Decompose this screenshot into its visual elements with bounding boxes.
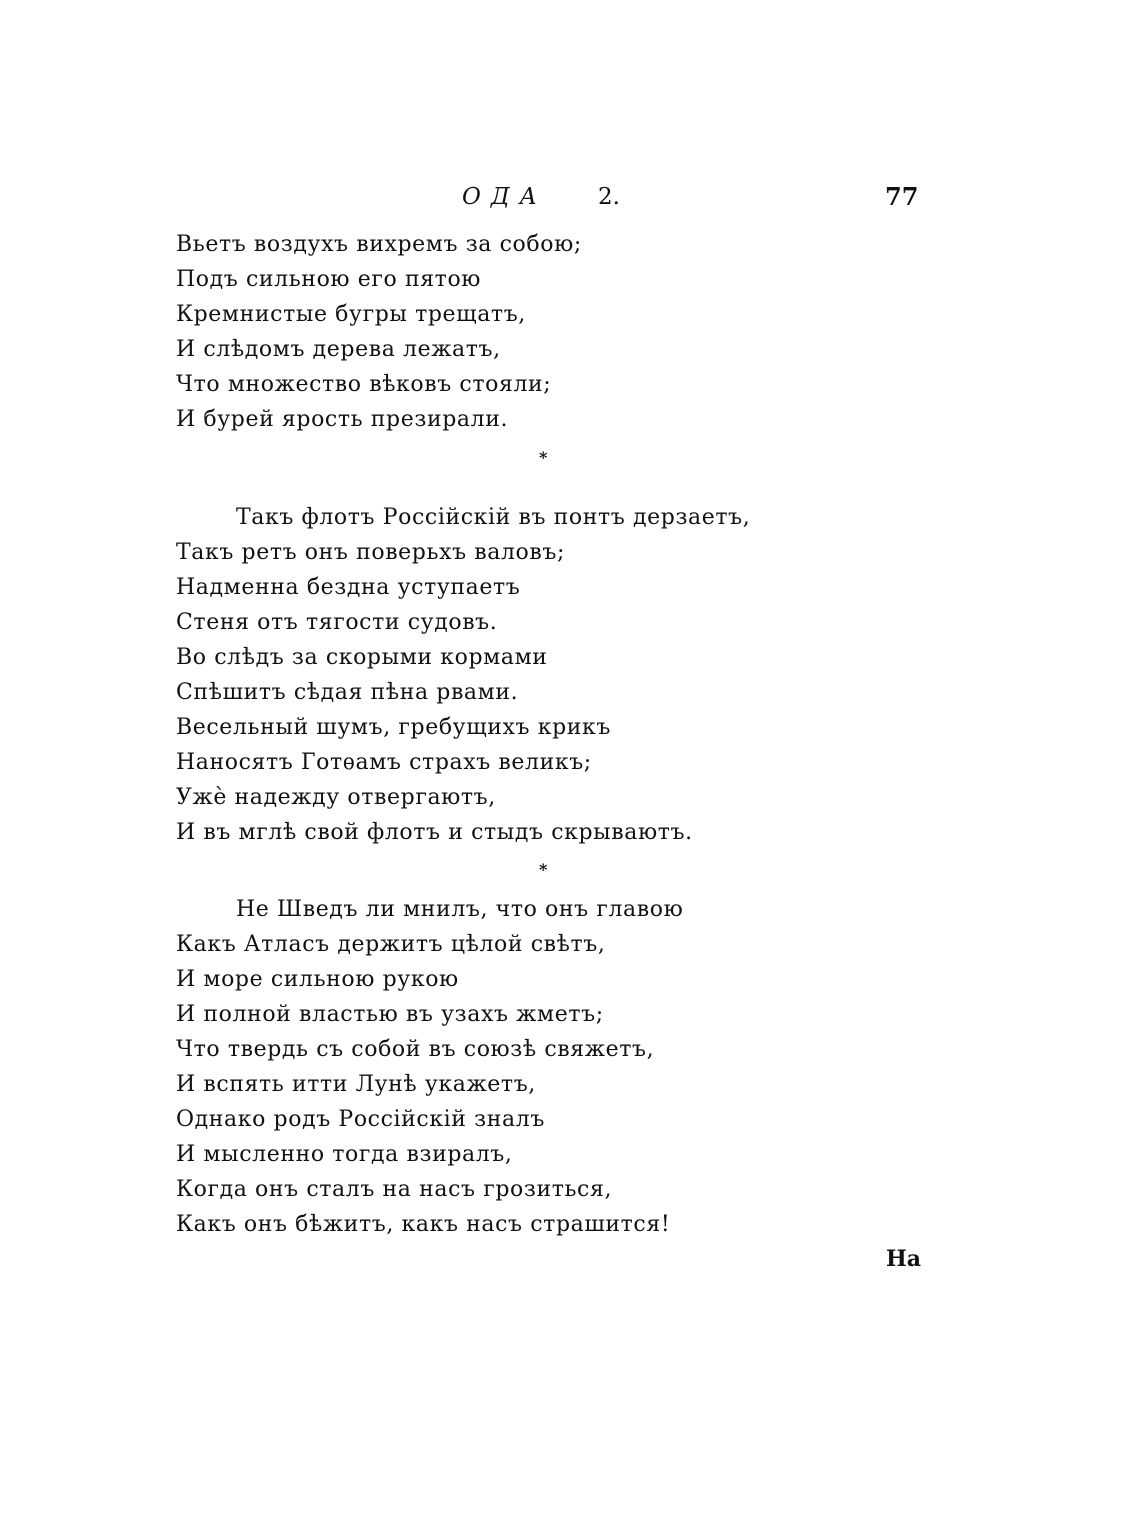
verse-line: Стеня отъ тягости судовъ. (176, 610, 498, 635)
verse-line: Весельный шумъ, гребущихъ крикъ (176, 715, 611, 740)
verse-line: Что множество вѣковъ стояли; (176, 372, 552, 397)
verse-line: Спѣшитъ сѣдая пѣна рвами. (176, 680, 519, 705)
verse-line: Наносятъ Готѳамъ страхъ великъ; (176, 750, 592, 775)
verse-line: Какъ онъ бѣжитъ, какъ насъ страшится! (176, 1212, 671, 1237)
verse-line: Вьетъ воздухъ вихремъ за собою; (176, 232, 582, 257)
verse-line: Ужè надежду отвергаютъ, (176, 785, 496, 810)
ode-title: ОДА (462, 184, 547, 210)
verse-line: Однако родъ Россійскій зналъ (176, 1107, 545, 1132)
stanza-separator: * (539, 448, 548, 467)
verse-line: И бурей ярость презирали. (176, 407, 509, 432)
verse-line: Какъ Атласъ держитъ цѣлой свѣтъ, (176, 932, 606, 957)
verse-line: И полной властью въ узахъ жметъ; (176, 1002, 604, 1027)
verse-line: Надменна бездна уступаетъ (176, 575, 521, 600)
ode-number: 2. (598, 184, 620, 210)
page-number: 77 (885, 182, 919, 211)
stanza-separator: * (539, 860, 548, 879)
verse-line: И море сильною рукою (176, 967, 459, 992)
verse-line: Когда онъ сталъ на насъ грозиться, (176, 1177, 613, 1202)
verse-line: Не Шведъ ли мнилъ, что онъ главою (236, 897, 684, 922)
stanza-2 (176, 500, 750, 850)
verse-line: И вспять итти Лунѣ укажетъ, (176, 1072, 536, 1097)
verse-line: Такъ флотъ Россійскій въ понтъ дерзаетъ, (236, 505, 751, 530)
verse-line: Такъ ретъ онъ поверьхъ валовъ; (176, 540, 565, 565)
verse-line: Кремнистые бугры трещатъ, (176, 302, 526, 327)
catchword: На (886, 1246, 922, 1272)
verse-line: И въ мглѣ свой флотъ и стыдъ скрываютъ. (176, 820, 693, 845)
verse-line: И мысленно тогда взиралъ, (176, 1142, 513, 1167)
verse-line: Подъ сильною его пятою (176, 267, 482, 292)
stanza-1 (176, 227, 582, 437)
verse-line: Во слѣдъ за скорыми кормами (176, 645, 548, 670)
verse-line: И слѣдомъ дерева лежатъ, (176, 337, 501, 362)
verse-line: Что твердь съ собой въ союзѣ свяжетъ, (176, 1037, 655, 1062)
stanza-3 (176, 892, 683, 1242)
